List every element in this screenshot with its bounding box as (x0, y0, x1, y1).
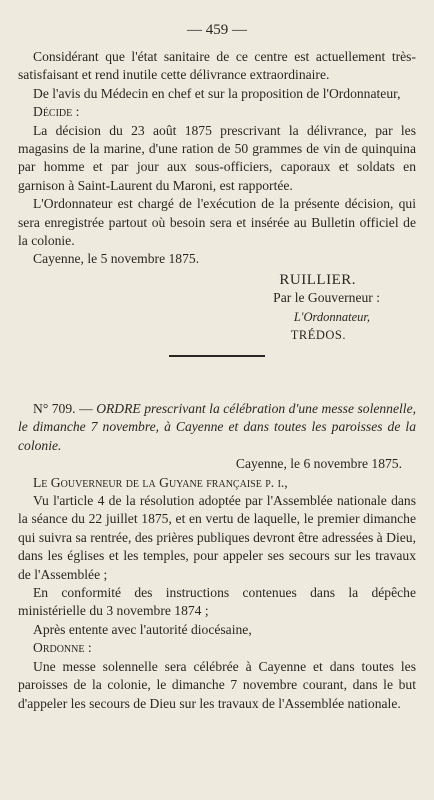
order-heading (18, 400, 416, 455)
paragraph-considerant: Considérant que l'état sanitaire de ce centre est actuellement très-satisfaisant et rend inutile cette délivrance extraordinaire. (18, 49, 416, 83)
paragraph-avis: De l'avis du Médecin en chef et sur la proposition de l'Ordonnateur, (33, 85, 401, 101)
order-dateline: Cayenne, le 6 novembre 1875. (235, 456, 402, 472)
signature-title: L'Ordonnateur, (293, 309, 370, 324)
signature-name-2: TRÉDOS. (290, 328, 346, 343)
order-title: ORDRE prescrivant la célébration d'une messe solennelle, le dimanche 7 novembre, à Cayenne et dans toutes les paroisses de la colonie. (18, 401, 416, 453)
section-divider (169, 355, 265, 357)
ordonne-heading: Ordonne : (33, 640, 92, 656)
decide-heading: Décide : (33, 104, 80, 120)
signature-name: RUILLIER. (279, 271, 356, 288)
decision-block (18, 48, 416, 371)
paragraph-execution: L'Ordonnateur est chargé de l'exécution de la présente décision, qui sera enregistrée partout où besoin sera et insérée au Bulletin officiel de la colonie. (18, 196, 416, 249)
order-block (18, 400, 416, 713)
paragraph-vu: Vu l'article 4 de la résolution adoptée par l'Assemblée nationale dans la séance du 22 juillet 1875, et en vertu de laquelle, le premier dimanche qui suivra sa rentrée, des prières publiques devront être adressées à Dieu, dans les églises et les temples, pour appeler ses secours sur les travaux de l'Assemblée ; (18, 493, 416, 582)
dateline: Cayenne, le 5 novembre 1875. (33, 251, 200, 267)
paragraph-conformite: En conformité des instructions contenues dans la dépêche ministérielle du 3 novembre 1874 ; (18, 585, 416, 619)
paragraph-entente: Après entente avec l'autorité diocésaine, (33, 621, 252, 637)
paragraph-messe: Une messe solennelle sera célébrée à Cayenne et dans toutes les paroisses de la colonie, le dimanche 7 novembre courant, dans le but d'appeler les secours de Dieu sur les travaux de l'Assemblée nationale. (18, 658, 416, 711)
signature-for: Par le Gouverneur : (273, 290, 380, 306)
order-number: N° 709. — (33, 401, 93, 416)
page-number: — 459 — (187, 22, 247, 38)
governor-line: Le Gouverneur de la Guyane française p. i., (33, 474, 288, 490)
paragraph-decision: La décision du 23 août 1875 prescrivant la délivrance, par les magasins de la marine, d'une ration de 50 grammes de vin de quinquina par homme et par jour aux sous-officiers, caporaux et soldats en garnison à Saint-Laurent du Maroni, est rapportée. (18, 122, 416, 193)
